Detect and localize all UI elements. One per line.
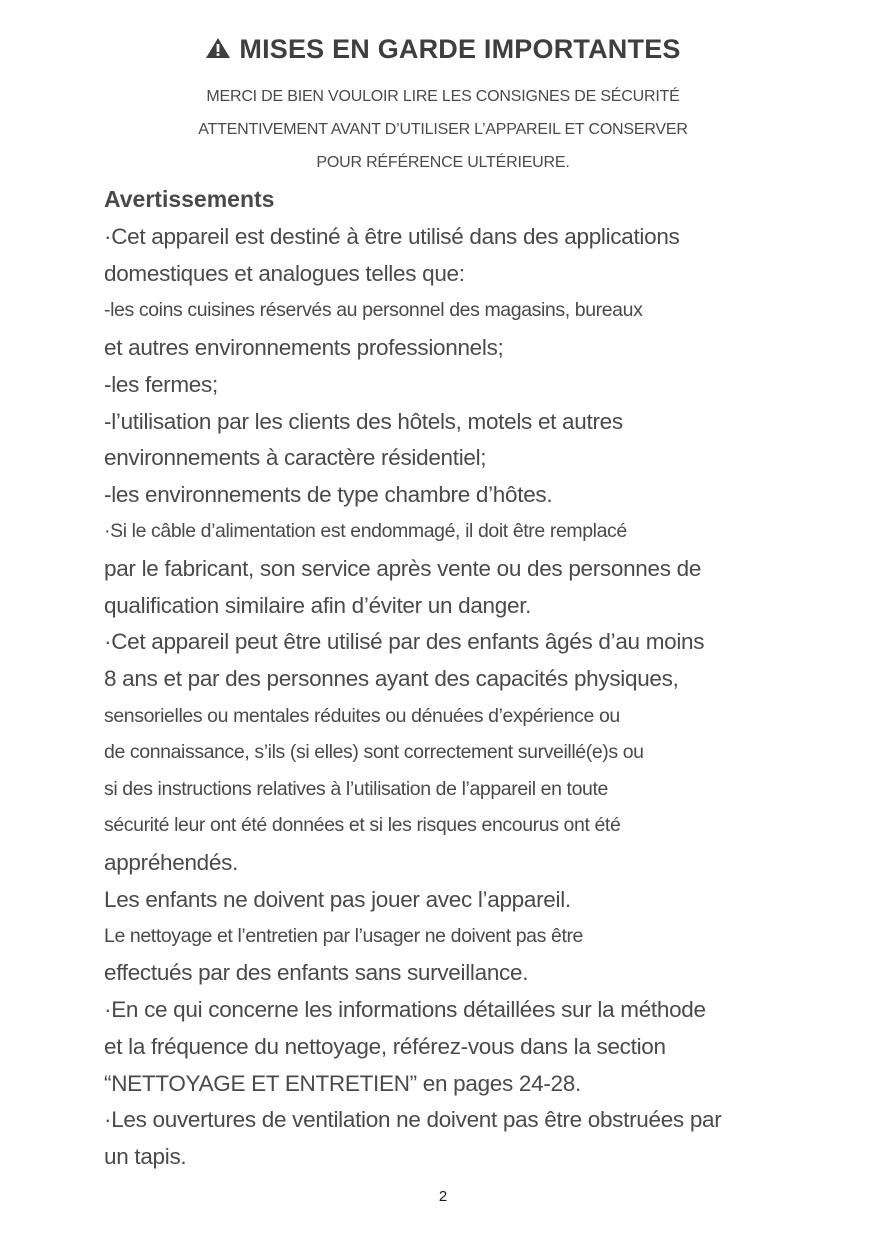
subtitle-line-3: POUR RÉFÉRENCE ULTÉRIEURE. <box>316 154 570 171</box>
page-title <box>0 34 886 65</box>
text-line: Le nettoyage et l’entretien par l’usager ne doivent pas être <box>104 925 584 947</box>
text-line: -les coins cuisines réservés au personnel des magasins, bureaux <box>104 299 643 321</box>
subtitle-line-2: ATTENTIVEMENT AVANT D’UTILISER L’APPAREIL ET CONSERVER <box>198 121 688 138</box>
text-line: de connaissance, s’ils (si elles) sont correctement surveillé(e)s ou <box>104 741 644 763</box>
text-line: -l’utilisation par les clients des hôtels, motels et autres <box>104 409 623 434</box>
text-line: et la fréquence du nettoyage, référez-vous dans la section <box>104 1034 666 1059</box>
text-line: environnements à caractère résidentiel; <box>104 445 487 470</box>
text-line: ·Les ouvertures de ventilation ne doivent pas être obstruées par <box>104 1107 722 1132</box>
text-line: sensorielles ou mentales réduites ou dénuées d’expérience ou <box>104 705 620 727</box>
text-line: ·Cet appareil peut être utilisé par des enfants âgés d’au moins <box>104 629 705 654</box>
text-line: “NETTOYAGE ET ENTRETIEN” en pages 24-28. <box>104 1071 581 1096</box>
text-line: effectués par des enfants sans surveillance. <box>104 960 529 985</box>
page-title-text: MISES EN GARDE IMPORTANTES <box>239 34 681 64</box>
page-number: 2 <box>438 1188 448 1205</box>
text-line: sécurité leur ont été données et si les risques encourus ont été <box>104 814 621 836</box>
text-line: domestiques et analogues telles que: <box>104 261 465 286</box>
section-heading: Avertissements <box>104 186 275 212</box>
text-line: Les enfants ne doivent pas jouer avec l’appareil. <box>104 887 571 912</box>
text-line: par le fabricant, son service après vente ou des personnes de <box>104 556 702 581</box>
text-line: un tapis. <box>104 1144 187 1169</box>
text-line: si des instructions relatives à l’utilisation de l’appareil en toute <box>104 778 608 800</box>
text-line: 8 ans et par des personnes ayant des capacités physiques, <box>104 666 679 691</box>
text-line: et autres environnements professionnels; <box>104 335 504 360</box>
text-line: ·Cet appareil est destiné à être utilisé dans des applications <box>104 224 680 249</box>
text-line: -les environnements de type chambre d’hôtes. <box>104 482 553 507</box>
warning-triangle-icon <box>205 37 231 59</box>
text-line: ·En ce qui concerne les informations détaillées sur la méthode <box>104 997 706 1022</box>
text-line: -les fermes; <box>104 372 218 397</box>
text-line: appréhendés. <box>104 850 239 875</box>
text-line: ·Si le câble d’alimentation est endommagé, il doit être remplacé <box>104 520 627 542</box>
subtitle-line-1: MERCI DE BIEN VOULOIR LIRE LES CONSIGNES DE SÉCURITÉ <box>206 88 680 105</box>
text-line: qualification similaire afin d’éviter un danger. <box>104 593 532 618</box>
